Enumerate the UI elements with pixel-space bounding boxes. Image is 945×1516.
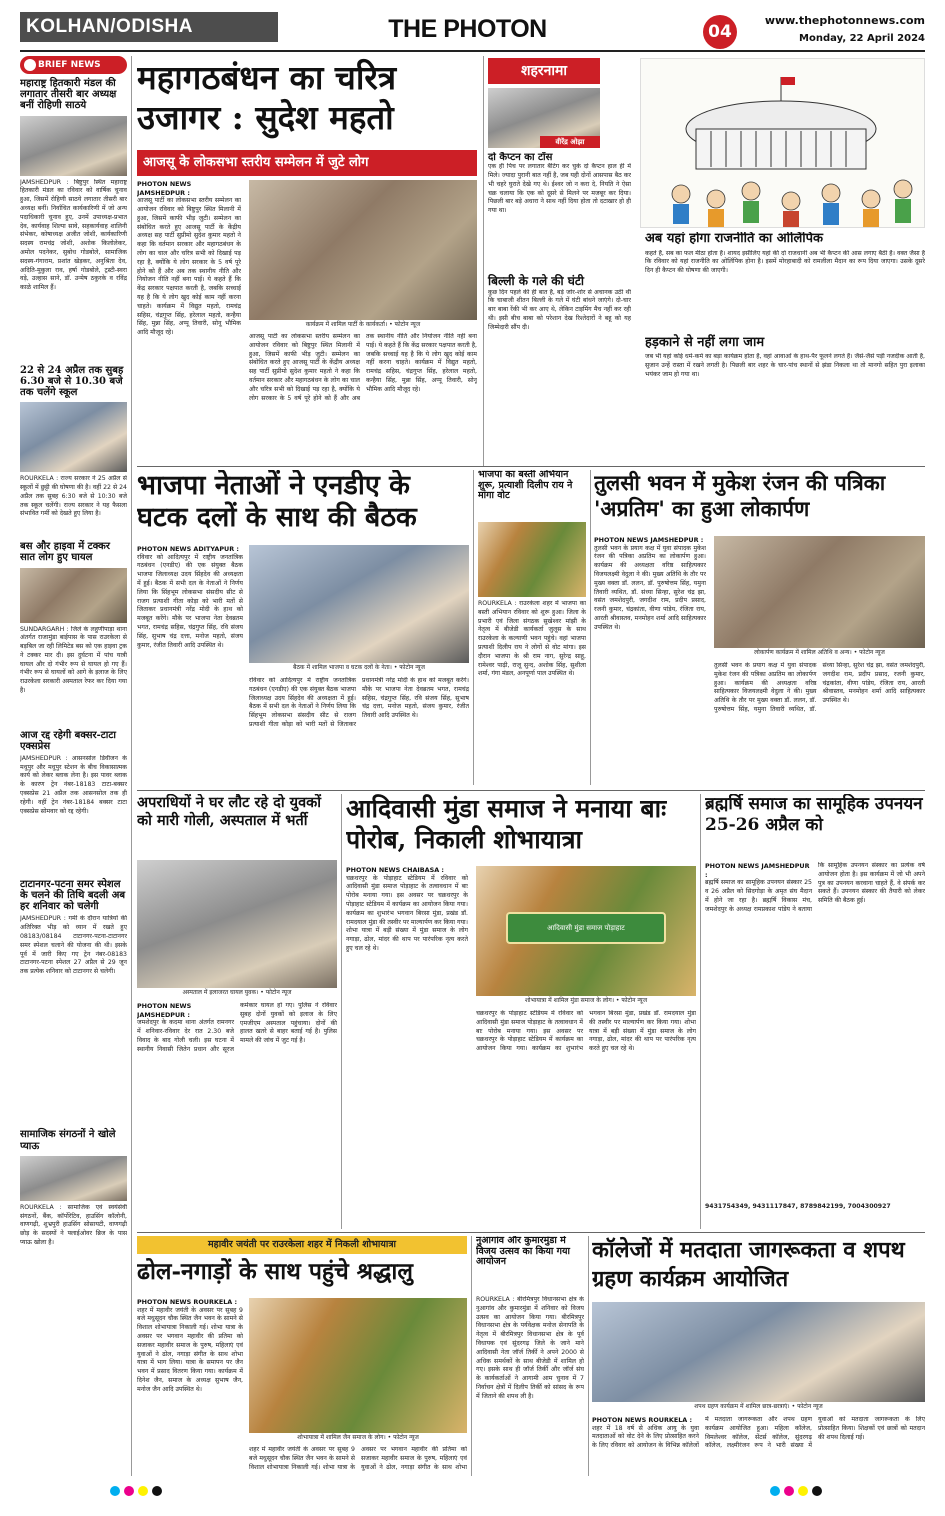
story5-body: जमशेदपुर के कदमा थाना अंतर्गत रामनगर में शनिवार-रविवार देर रात 2.30 बजे विवाद के बाद गोली चली। इस घटना में स्थानीय निवासी जितेन प्रधान और सूरज कर्मकार घायल हो गए। पुलिस ने रविवार सुबह दोनों युवकों को इलाज के लिए एमजीएम अस्पताल पहुंचाया। दोनों की हालत खतरे से बाहर बताई गई है। पुलिस मामले की जांच में जुट गई है। xyxy=(137,1002,337,1053)
brief-headline-2: 22 से 24 अप्रैल तक सुबह 6.30 बजे से 10.30 बजे तक चलेंगे स्कूल xyxy=(20,364,124,398)
story10-text xyxy=(592,1416,925,1476)
story2-body-cont: रविवार को आदित्यपुर में राष्ट्रीय जनतांत्रिक गठबंधन (एनडीए) की एक संयुक्त बैठक भाजपा जिलाध्यक्ष उदय सिंहदेव की अध्यक्षता में हुई। बैठक में सभी दल के नेताओं ने निर्णय लिया कि सिंहभूम लोकसभा संसदीय सीट से राजग प्रत्याशी गीता कोड़ा को भारी मतों से जिताकर प्रधानमंत्री नरेंद्र मोदी के हाथ को मजबूत करेंगे। मौके पर भाजपा नेता देवब्रतम भगत, रामचंद्र सहिस, चंद्रगुप्त सिंह, रवि संजय सिंह, सुभाष चंद्र दत्ता, मनोज महतो, संजय कुमार, रंजीत तिवारी आदि उपस्थित थे। xyxy=(249,677,469,728)
brief-headline-4: आज रद्द रहेगी बक्सर-टाटा एक्सप्रेस xyxy=(20,729,116,752)
row2-rule xyxy=(137,790,925,791)
story5-caption: अस्पताल में इलाजरत घायल युवक। • फोटोन न्यूज xyxy=(137,988,337,998)
story10-caption: शपथ ग्रहण कार्यक्रम में शामिल छात्र-छात्राएं। • फोटोन न्यूज xyxy=(592,1402,925,1412)
brief-photo-6 xyxy=(20,1156,127,1201)
story10-body: शहर में 18 वर्ष से अधिक आयु के युवा मतदाताओं को वोट देने के लिए प्रोत्साहित करने के लिए रविवार को आयोजन के विभिन्न कॉलेजों में मतदाता जागरूकता और शपथ ग्रहण कार्यक्रम आयोजित हुआ। महिला कॉलेज, विमलेश्वर कॉलेज, सेंटर्स कॉलेज, सुंदरगढ़ कॉलेज, लक्ष्मीरंजन रूप ने भारी संख्या में युवाओं को मतदाता जागरूकता के लिए प्रोत्साहित किया। शिक्षकों एवं छात्रों को मतदान की शपथ दिलाई गई। xyxy=(592,1416,925,1450)
story9-rule xyxy=(588,1236,589,1476)
story5-rule xyxy=(341,794,342,1229)
story3-body: ROURKELA : राउरकेला शहर में भाजपा का बस्ती अभियान रविवार को शुरू हुआ। जिला के प्रभारी एवं जिला संगठक सुखेश्वर मांझी के नेतृत्व में बीजेडी कार्यकर्ता जुलूस के साथ राउरकेला के कल्याणी भवन पहुंचे। वहां भाजपा प्रत्याशी दिलीप राय ने लोगों से वोट मांगा। इस दौरान भाजपा के श्री राम नाग, सुरेन्द्र साहू, रामेश्वर पाढ़ी, राजू सुन्द, अशोक सिंह, सुशीला शर्मा, गंगा मंडल, अनपूर्णा पाल उपस्थित थे। xyxy=(478,600,586,678)
story1-body-cont: आजसू पार्टी का लोकसभा स्तरीय सम्मेलन का आयोजन रविवार को बिष्टुपुर स्थित मिलानी में हुआ, जिसमें काफी भीड़ जुटी। सम्मेलन का संबोधित करते हुए आजसू पार्टी के केंद्रीय अध्यक्ष सह पार्टी सुप्रीमो सुदेश कुमार महतो ने कहा कि वर्तमान सरकार और महागठबंधन के लोग का चाल और चरित्र सभी को दिखाई पड़ रहा है, क्योंकि ये लोग सरकार के 5 वर्ष पूरे होने को हैं और अब तक स्थानीय नीति और नियोजन नीति नहीं बना पाई। ये कहते हैं कि केंद्र सरकार पक्षपात करती है, जबकि सच्चाई यह है कि ये लोग खुद कोई काम नहीं करना चाहते। कार्यक्रम में विद्युत महतो, रामचंद्र सहिस, चंद्रगुप्त सिंह, हरेलाल महतो, कन्हैया सिंह, मुन्ना सिंह, अप्पू तिवारी, सोनू भौमिक आदि मौजूद रहे। xyxy=(249,333,477,402)
story6-caption: शोभायात्रा में शामिल मुंडा समाज के लोग। • फोटोन न्यूज xyxy=(476,996,696,1006)
story8-kicker: महावीर जयंती पर राउरकेला शहर में निकली शोभायात्रा xyxy=(137,1236,467,1254)
story1-body: आजसू पार्टी का लोकसभा स्तरीय सम्मेलन का आयोजन रविवार को बिष्टुपुर स्थित मिलानी में हुआ, जिसमें काफी भीड़ जुटी। सम्मेलन का संबोधित करते हुए आजसू पार्टी के केंद्रीय अध्यक्ष सह पार्टी सुप्रीमो सुदेश कुमार महतो ने कहा कि वर्तमान सरकार और महागठबंधन के लोग का चाल और चरित्र सभी को दिखाई पड़ रहा है, क्योंकि ये लोग सरकार के 5 वर्ष पूरे होने को हैं और अब तक स्थानीय नीति और नियोजन नीति नहीं बना पाई। ये कहते हैं कि केंद्र सरकार पक्षपात करती है, जबकि सच्चाई यह है कि ये लोग खुद कोई काम नहीं करना चाहते। कार्यक्रम में विद्युत महतो, रामचंद्र सहिस, चंद्रगुप्त सिंह, हरेलाल महतो, कन्हैया सिंह, मुन्ना सिंह, अप्पू तिवारी, सोनू भौमिक आदि मौजूद रहे। xyxy=(137,197,241,337)
header-rule xyxy=(20,50,925,52)
brief-headline-6: सामाजिक संगठनों ने खोले प्याऊ xyxy=(20,1129,116,1152)
left-column-rule xyxy=(131,56,132,1476)
story6-body: चक्रधरपुर के पोड़ाहाट स्टेडियम में रविवार को आदिवासी मुंडा समाज पोड़ाहाट के तत्वावधान में बाः पोरोब मनाया गया। इस अवसर पर चक्रधरपुर के पोड़ाहाट स्टेडियम में कार्यक्रम का आयोजन किया गया। कार्यक्रम का शुभारंभ भगवान बिरसा मुंडा, प्रखंड डॉ. रामदयाल मुंडा की तस्वीर पर माल्यार्पण कर किया गया। शोभा यात्रा में बड़ी संख्या में मुंडा समाज के लोग नगाड़ा, ढोल, मांदर की थाप पर पारंपरिक नृत्य करते हुए चल रहे थे। xyxy=(346,874,468,953)
cartoon-body-1: कहते हैं, सब का फल मीठा होता है। शायद इसीलिए यहां की दो राजधानी अब भी कैप्टन की आस लगाए बैठी है। वक्त जैसा है कि रविवार को यहां राजनीति का ओलिंपिक होना है। इसमें मोरहाबादी को रामलीला मैदान का रूप दिया जाएगा। उसके दूसरे दिन ही कैप्टन की घोषणा की जाएगी। xyxy=(645,249,925,275)
story3-headline: भाजपा का बस्ती अभियान शुरू, प्रत्याशी दिलीप राय ने मांगा वोट xyxy=(478,470,573,502)
story6-body-cont: चक्रधरपुर के पोड़ाहाट स्टेडियम में रविवार को आदिवासी मुंडा समाज पोड़ाहाट के तत्वावधान में बाः पोरोब मनाया गया। इस अवसर पर चक्रधरपुर के पोड़ाहाट स्टेडियम में कार्यक्रम का आयोजन किया गया। कार्यक्रम का शुभारंभ भगवान बिरसा मुंडा, प्रखंड डॉ. रामदयाल मुंडा की तस्वीर पर माल्यार्पण कर किया गया। शोभा यात्रा में बड़ी संख्या में मुंडा समाज के लोग नगाड़ा, ढोल, मांदर की थाप पर पारंपरिक नृत्य करते हुए चल रहे थे। xyxy=(476,1010,696,1053)
section-label: KOLHAN/ODISHA xyxy=(20,12,278,42)
column-author-name: वीरेंद्र ओझा xyxy=(540,136,600,148)
cartoon-illustration xyxy=(640,58,925,228)
brief-headline-5: टाटानगर-पटना समर स्पेशल के चलने की तिथि बदली अब हर शनिवार को चलेगी xyxy=(20,878,126,913)
story4-headline: तुलसी भवन में मुकेश रंजन की पत्रिका 'अप्रतिम' का हुआ लोकार्पण xyxy=(594,470,886,522)
story7-body: ब्रह्मर्षि समाज का सामूहिक उपनयन संस्कार 25 व 26 अप्रैल को सिदगोड़ा के अमृत संघ मैदान में होने जा रहा है। ब्रह्मर्षि विकास मंच, जमशेदपुर के अध्यक्ष रामप्रकाश पांडेय ने बताया कि सामूहिक उपनयन संस्कार का प्रत्येक वर्ष आयोजन होता है। इस कार्यक्रम में जो भी अपने पुत्र का उपनयन करवाना चाहते हैं, वे संपर्क कर सकते हैं। उपनयन संस्कार की तैयारी को लेकर समिति की बैठक हुई। xyxy=(705,862,925,913)
cyan-dot-icon xyxy=(110,1486,120,1496)
story10-headline: कॉलेजों में मतदाता जागरूकता व शपथ ग्रहण कार्यक्रम आयोजित xyxy=(592,1237,905,1292)
story8-body: शहर में महावीर जयंती के अवसर पर सुबह 9 बजे मधुसूदन चौक स्थित जैन भवन के सामने से विशाल शोभायात्रा निकाली गई। शोभा यात्रा के अवसर पर भगवान महावीर की प्रतिमा को सजाकर महावीर समाज के पुरुष, महिलाएं एवं युवाओं ने ढोल, नगाड़ा संगीत के साथ शोभा यात्रा में भाग लिया। यात्रा के समापन पर जैन भवन में प्रसाद वितरण किया गया। कार्यक्रम में दिनेश जैन, समाज के अध्यक्ष सुभाष जैन, मनोज जैन आदि उपस्थित थे। xyxy=(137,1306,243,1393)
story6-rule xyxy=(700,794,701,1229)
story4-text xyxy=(594,536,925,786)
cartoon-body-2: जब भी यहां कोई धर्म-कर्म का बड़ा कार्यक्रम होता है, वहां आवाओं के हाथ-पैर फूलने लगते हैं। जैसे-जैसे पड़ी नजदीक आती है, सुजान उन्हें रास्ता में रखने लगती है। पिछली बार शहर के चार-पांच स्थानों से झंडा निकला था तो मानगो सहित पुरा इलाका भयंकर जाम हो गया था। xyxy=(645,353,925,378)
parliament-cartoon-icon xyxy=(641,59,925,228)
story10-dateline: PHOTON NEWS ROURKELA : xyxy=(592,1416,693,1424)
brief-news-badge: BRIEF NEWS xyxy=(20,56,127,74)
story7-headline: ब्रह्मर्षि समाज का सामूहिक उपनयन 25-26 अप्रैल को xyxy=(705,794,923,836)
story7-dateline: PHOTON NEWS JAMSHEDPUR : xyxy=(705,862,810,879)
page-number: 04 xyxy=(703,15,737,49)
story5-text xyxy=(137,1002,337,1227)
story10-photo xyxy=(592,1302,925,1402)
cartoon-text xyxy=(645,232,925,464)
brief-body-1: JAMSHEDPUR : बिष्टुपुर स्थित महाराष्ट्र हितकारी मंडल का रविवार को वार्षिक चुनाव हुआ, जिसमें रोहिणी साठये लगातार तीसरी बार अध्यक्ष बनीं। निर्वाचित कार्यकारिणी में जो अन्य पदाधिकारी चुनाव हुए, उनमें उपाध्यक्ष-प्रभात देव, कार्यवाह शिल्पा सावे, सहकार्यवाह शालिनी संभेकर, कोषाध्यक्ष अजीत जोशी, कार्यकारिणी सदस्य रामचंद्र जोशी, अशोक किलोलेकर, अमोल पदनेकर, सुबोध गोडबोले, सामाजिक सदस्य-गंगाराम, प्रशांत खेड़कर, अनुश्रिता देव, अदिति-मुकुला राव, हर्षा गोडबोले, ट्रस्टी-स्वरा वड़े, उल्हास साने, डॉ. उन्मेष ठकुरके व रविंद्र काळे शामिल हैं। xyxy=(20,178,127,292)
story2-headline: भाजपा नेताओं ने एनडीए के घटक दलों के साथ की बैठक xyxy=(137,470,417,534)
story4-caption: लोकार्पण कार्यक्रम में शामिल अतिथि व अन्य। • फोटोन न्यूज xyxy=(714,648,925,658)
story5-photo xyxy=(137,860,337,988)
news-icon xyxy=(24,59,36,71)
brief-headline-1: महाराष्ट्र हितकारी मंडल की लगातार तीसरी बार अध्यक्ष बनीं रोहिणी साठये xyxy=(20,78,117,112)
story8-text xyxy=(137,1298,467,1476)
magenta-dot-icon xyxy=(124,1486,134,1496)
story4-body: तुलसी भवन के प्रयाग कक्ष में युवा संपादक मुकेश रंजन की पत्रिका अप्रतिम का लोकार्पण हुआ। कार्यक्रम की अध्यक्षता वरिष्ठ साहित्यकार विजयलक्ष्मी वेदुला ने की। मुख्य अतिथि के तौर पर मुख्य वक्ता डॉ. ललन, डॉ. पुरुषोत्तम सिंह, यमुना तिवारी व्यथित, डॉ. संध्या सिन्हा, सुरेश चंद्र झा, वसंत जमशेदपुरी, जगदीश राम, प्रदीप प्रसाद, रजनी कुमार, चंद्रकांता, वीणा पांडेय, रंजिता राय, आरती श्रीवास्तव, मनमोहन शर्मा आदि साहित्यकार उपस्थित थे। xyxy=(594,544,706,631)
story2-rule xyxy=(473,470,474,785)
story1-caption: कार्यक्रम में शामिल पार्टी के कार्यकर्ता। • फोटोन न्यूज xyxy=(249,320,477,330)
story7-contact: 9431754349, 9431117847, 8789842199, 7004300927 xyxy=(705,1203,891,1210)
column-badge: शहरनामा xyxy=(488,58,600,84)
yellow-dot-icon xyxy=(138,1486,148,1496)
brief-photo-3 xyxy=(20,568,127,623)
story4-photo xyxy=(714,536,925,648)
yellow-dot-icon xyxy=(798,1486,808,1496)
column-body-2: कुछ दिन पहले की ही बात है, बड़े जोर-शोर से अचानक उठी थी कि चाबाजी शीतन बिल्ली के गले में घंटी बांधने जाएंगे। दो-चार बार बाबा रेंकी भी कर आए थे, लेकिन टाइमिंग मैच नहीं कर रही थी। इसी बीच बाबा को परेशान देख रिश्तेदारों ने बहू को यह जिम्मेदारी सौंप दी। xyxy=(488,288,631,331)
story5-headline: अपराधियों ने घर लौट रहे दो युवकों को मारी गोली, अस्पताल में भर्ती xyxy=(137,794,322,830)
story5-dateline: PHOTON NEWS JAMSHEDPUR : xyxy=(137,1002,192,1019)
row3-rule xyxy=(137,1232,925,1233)
story2-body: रविवार को आदित्यपुर में राष्ट्रीय जनतांत्रिक गठबंधन (एनडीए) की एक संयुक्त बैठक भाजपा जिलाध्यक्ष उदय सिंहदेव की अध्यक्षता में हुई। बैठक में सभी दल के नेताओं ने निर्णय लिया कि सिंहभूम लोकसभा संसदीय सीट से राजग प्रत्याशी गीता कोड़ा को भारी मतों से जिताकर प्रधानमंत्री नरेंद्र मोदी के हाथ को मजबूत करेंगे। मौके पर भाजपा नेता देवब्रतम भगत, रामचंद्र सहिस, चंद्रगुप्त सिंह, रवि संजय सिंह, सुभाष चंद्र दत्ता, मनोज महतो, संजय कुमार, रंजीत तिवारी आदि उपस्थित थे। xyxy=(137,553,243,649)
black-dot-icon xyxy=(152,1486,162,1496)
story4-body-cont: तुलसी भवन के प्रयाग कक्ष में युवा संपादक मुकेश रंजन की पत्रिका अप्रतिम का लोकार्पण हुआ। कार्यक्रम की अध्यक्षता वरिष्ठ साहित्यकार विजयलक्ष्मी वेदुला ने की। मुख्य अतिथि के तौर पर मुख्य वक्ता डॉ. ललन, डॉ. पुरुषोत्तम सिंह, यमुना तिवारी व्यथित, डॉ. संध्या सिन्हा, सुरेश चंद्र झा, वसंत जमशेदपुरी, जगदीश राम, प्रदीप प्रसाद, रजनी कुमार, चंद्रकांता, वीणा पांडेय, रंजिता राय, आरती श्रीवास्तव, मनमोहन शर्मा आदि साहित्यकार उपस्थित थे। xyxy=(714,662,925,713)
story6-photo xyxy=(476,866,696,996)
story6-text xyxy=(346,866,696,1229)
story1-headline: महागठबंधन का चरित्र उजागर : सुदेश महतो xyxy=(137,58,397,137)
story2-dateline: PHOTON NEWS ADITYAPUR : xyxy=(137,545,239,553)
brief-news-column xyxy=(20,56,127,1476)
story1-dateline: PHOTON NEWS JAMSHEDPUR : xyxy=(137,180,192,197)
story2-text xyxy=(137,545,469,785)
website-link[interactable]: www.thephotonnews.com xyxy=(764,14,925,27)
brief-body-4: JAMSHEDPUR : आसनसोल डिवीजन के मधुपुर और मधुपुर स्टेशन के बीच विकासात्मक कार्य को लेकर ब्लाक लेना है। इस पावर ब्लाक के कारण ट्रेन नंबर-18183 टाटा-बक्सर एक्सप्रेस 21 अप्रैल तक आसनसोल तक ही रहेगी। वहीं ट्रेन नंबर-18184 बक्सर टाटा एक्सप्रेस सोमवार को रद्द रहेगी। xyxy=(20,754,127,815)
masthead: THE PHOTON xyxy=(388,15,547,43)
brief-photo-1 xyxy=(20,116,127,176)
story6-headline: आदिवासी मुंडा समाज ने मनाया बाः पोरोब, निकाली शोभायात्रा xyxy=(346,794,667,854)
story3-photo xyxy=(478,522,586,597)
cartoon-head-2: हड़काने से नहीं लगा जाम xyxy=(645,334,765,350)
magenta-dot-icon xyxy=(784,1486,794,1496)
story9-headline: नुआगांव और कुमारमुंडा में विजय उत्सव का किया गया आयोजन xyxy=(476,1236,570,1268)
story7-text xyxy=(705,862,925,1202)
story9-body: ROURKELA : बीरमित्रपुर विधानसभा क्षेत्र के नुआगांव और कुमारमुंडा में शनिवार को विजय उत्सव का आयोजन किया गया। बीरमित्रपुर विधानसभा क्षेत्र के पर्यवेक्षक मनोज सेनापति के नेतृत्व में बीरमित्रपुर विधानसभा क्षेत्र के पूर्व विधायक एवं सुंदरगढ़ जिले के जाने माने आदिवासी नेता जॉर्ज तिर्की ने अपने 2000 से अधिक समर्थकों के साथ बीजेडी में शामिल हो गए। इसके साथ ही जॉर्ज तिर्की और जॉर्ज संघ के कार्यकर्ताओं ने आगामी आम चुनाव में 7 निर्वाचन क्षेत्रों में दिलीप तिर्की को सांसद के रूप में जिताने की शपथ ली है। xyxy=(476,1296,584,1400)
story2-caption: बैठक में शामिल भाजपा व घटक दलों के नेता। • फोटोन न्यूज xyxy=(249,663,469,673)
story1-text xyxy=(137,180,477,465)
story8-caption: शोभायात्रा में शामिल जैन समाज के लोग। • फोटोन न्यूज xyxy=(249,1433,467,1443)
cartoon-head-1: अब यहां होगा राजनीति का ओलिंपिक xyxy=(645,232,824,246)
registration-marks-left xyxy=(110,1486,190,1500)
column-head-1: दो कैप्टन का टॉस xyxy=(488,152,553,163)
story8-photo xyxy=(249,1298,467,1433)
story8-headline: ढोल-नगाड़ों के साथ पहुंचे श्रद्धालु xyxy=(137,1258,413,1285)
issue-date: Monday, 22 April 2024 xyxy=(799,33,925,44)
story8-dateline: PHOTON NEWS ROURKELA : xyxy=(137,1298,238,1306)
column-head-2: बिल्ली के गले की घंटी xyxy=(488,274,585,289)
brief-body-2: ROURKELA : राज्य सरकार ने 25 अप्रैल से स्कूलों में छुट्टी की घोषणा की है। वहीं 22 से 24 अप्रैल तक सुबह 6:30 बजे से 10:30 बजे तक स्कूल चलेंगी। राज्य सरकार ने यह फैसला संभावित गर्मी को देखते हुए लिया है। xyxy=(20,475,127,518)
column-body-1: एक ही पिच पर लगातार बैटिंग कर चुके दो कैप्टन हाल ही में मिले। ज्यादा पुरानी बात नहीं है, जब यही दोनों आसपास बैठ कर भी चहरे घुराते देखे गए थे। ईश्वर जो न करा दे, नियति ने ऐसा चक्र चलाया कि एक को दूसरे से मिलने पर मजबूर कर दिया। पिछली बार बड़े अधारा ने साथ नहीं दिया होता तो दटाखार हो ही गया था। xyxy=(488,163,631,215)
row1-rule xyxy=(137,466,925,467)
brief-body-5: JAMSHEDPUR : गर्मी के दौरान यात्रियों की अतिरिक्त भीड़ को ध्यान में रखते हुए 08183/08184 टाटानगर-पटना-टाटानगर समर स्पेशल चलाने की योजना की थी। इसके पूर्व में जारी किए गए ट्रेन नंबर-08183 टाटानगर-पटना स्पेशल 27 अप्रैल से 29 जून तक प्रत्येक शनिवार को टाटानगर से चलेगी। xyxy=(20,915,127,976)
story8-body-cont: शहर में महावीर जयंती के अवसर पर सुबह 9 बजे मधुसूदन चौक स्थित जैन भवन के सामने से विशाल शोभायात्रा निकाली गई। शोभा यात्रा के अवसर पर भगवान महावीर की प्रतिमा को सजाकर महावीर समाज के पुरुष, महिलाएं एवं युवाओं ने ढोल, नगाड़ा संगीत के साथ शोभा xyxy=(249,1446,467,1471)
black-dot-icon xyxy=(812,1486,822,1496)
brief-body-3: SUNDARGARH : जिले के लहुणीपाड़ा थाना अंतर्गत राजामुंडा बाईपास के पास राउरकेला से बड़बिल जा रही लिमिटेड बस को एक हाइवा ट्रक ने टक्कर मार दी। इस दुर्घटना में पांच यात्री घायल और दो गंभीर रूप से घायल हो गए हैं। गंभीर रूप से घायलों को आगे के इलाज के लिए राउरकेला सरकारी अस्पताल रेफर कर दिया गया है। xyxy=(20,625,127,695)
story6-banner: आदिवासी मुंडा समाज पोड़ाहाट xyxy=(506,912,666,944)
story1-subhead: आजसू के लोकसभा स्तरीय सम्मेलन में जुटे लोग xyxy=(137,150,477,176)
brief-headline-3: बस और हाइवा में टक्कर सात लोग हुए घायल xyxy=(20,541,110,564)
story1-photo xyxy=(249,180,477,320)
story2-photo xyxy=(249,545,469,663)
column-text xyxy=(478,152,635,464)
brief-body-6: ROURKELA : सामाजिक एवं स्वयंसेवी संगठनों, बैंक, कॉर्पोरेटिव, हाउसिंग कॉलोनी, वाणगढ़ी, शुभ्रपुरी हाउसिंग सोसायटी, वाणगढ़ी छोड़ के सदस्यों ने फ्लाईओवर ब्रिज के पास प्याऊ खोला है। xyxy=(20,1203,127,1246)
brief-photo-2 xyxy=(20,402,127,472)
story8-rule xyxy=(471,1236,472,1476)
story3-rule xyxy=(590,470,591,785)
story6-dateline: PHOTON NEWS CHAIBASA : xyxy=(346,866,444,874)
registration-marks-right xyxy=(770,1486,850,1500)
cyan-dot-icon xyxy=(770,1486,780,1496)
story4-dateline: PHOTON NEWS JAMSHEDPUR : xyxy=(594,536,704,544)
